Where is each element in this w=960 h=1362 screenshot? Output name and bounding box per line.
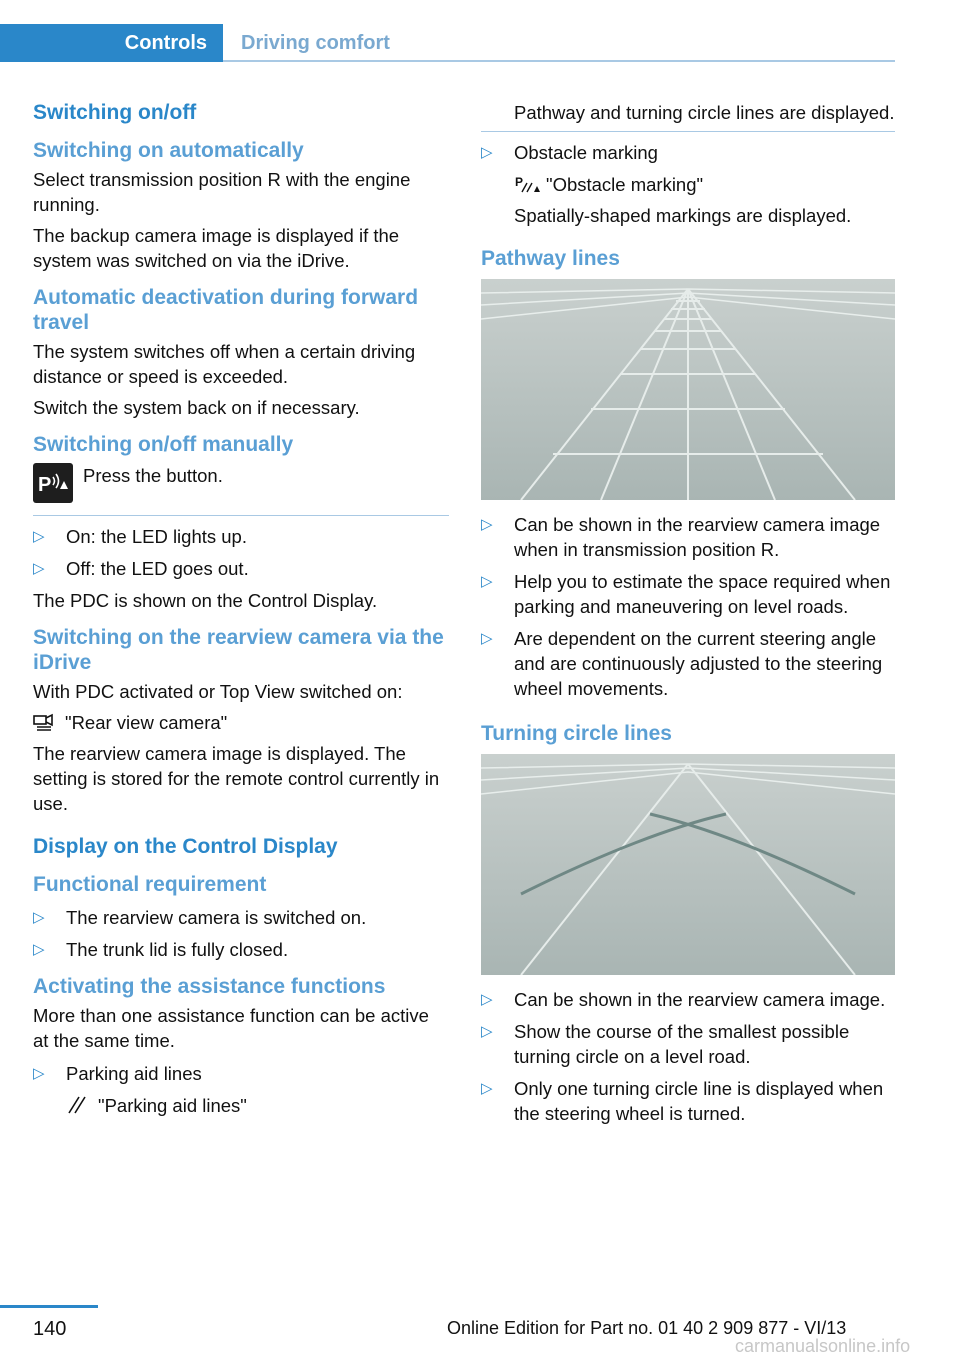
paragraph: The rearview camera image is displayed. The setting is stored for the remote control currently in use. <box>33 743 440 814</box>
svg-text:P: P <box>38 474 52 496</box>
paragraph: Select transmission position R with the engine running. <box>33 169 411 215</box>
list-item-text: Can be shown in the rearview camera image when in transmission position R. <box>514 514 881 560</box>
list-item-text: Obstacle marking <box>514 142 658 163</box>
heading-switching-on-automatically: Switching on automatically <box>33 139 304 162</box>
paragraph: Pathway and turning circle lines are displayed. <box>514 102 895 123</box>
menu-item-label: "Parking aid lines" <box>98 1095 247 1116</box>
list-item <box>481 569 895 619</box>
edition-note: Online Edition for Part no. 01 40 2 909 877 - VI/13 <box>447 1318 847 1338</box>
left-column <box>33 100 449 1125</box>
heading-pathway-lines: Pathway lines <box>481 247 620 270</box>
rear-camera-icon <box>33 712 59 732</box>
menu-item-label: "Rear view camera" <box>65 712 228 733</box>
triangle-bullet-icon: ▷ <box>481 144 493 161</box>
list-item-text: Parking aid lines <box>66 1063 202 1084</box>
triangle-bullet-icon: ▷ <box>481 573 493 590</box>
divider <box>481 131 895 132</box>
list-item-text: The rearview camera is switched on. <box>66 907 367 928</box>
parking-aid-lines-icon <box>66 1095 92 1115</box>
paragraph: The system switches off when a certain driving distance or speed is exceeded. <box>33 341 416 387</box>
list-item-text: Are dependent on the current steering angle and are continuously adjusted to the steering wheel movements. <box>514 628 883 699</box>
svg-text:P: P <box>515 175 524 189</box>
bullet-list <box>481 512 895 701</box>
list-item <box>33 937 449 962</box>
pdc-button-icon <box>33 463 73 503</box>
tab-controls[interactable]: Controls <box>0 24 223 62</box>
menu-path-obstacle <box>514 172 895 197</box>
press-button-text: Press the button. <box>83 465 223 486</box>
list-item-text: The trunk lid is fully closed. <box>66 939 289 960</box>
bullet-list <box>481 987 895 1126</box>
list-item-text: Help you to estimate the space required when parking and maneuvering on level roads. <box>514 571 891 617</box>
triangle-bullet-icon: ▷ <box>33 1065 45 1082</box>
list-item <box>481 987 895 1012</box>
watermark: carmanualsonline.info <box>735 1336 911 1356</box>
pathway-lines-image <box>481 279 895 500</box>
bullet-list <box>481 140 895 228</box>
paragraph: Spatially-shaped markings are displayed. <box>514 205 852 226</box>
list-item <box>33 556 449 581</box>
triangle-bullet-icon: ▷ <box>481 991 493 1008</box>
footer-accent-line <box>0 1305 98 1308</box>
tab-driving-comfort[interactable]: Driving comfort <box>241 32 390 54</box>
menu-item-label: "Obstacle marking" <box>546 174 704 195</box>
bullet-list <box>33 905 449 962</box>
triangle-bullet-icon: ▷ <box>481 516 493 533</box>
page-number: 140 <box>33 1318 67 1340</box>
paragraph: The PDC is shown on the Control Display. <box>33 590 378 611</box>
list-item <box>481 140 895 228</box>
menu-path-rear-view <box>33 710 449 735</box>
heading-rearview-camera-idrive: Switching on the rearview camera via the iDrive <box>33 626 444 674</box>
triangle-bullet-icon: ▷ <box>33 909 45 926</box>
paragraph: Switch the system back on if necessary. <box>33 397 360 418</box>
heading-turning-circle-lines: Turning circle lines <box>481 722 672 745</box>
list-item <box>481 626 895 701</box>
list-item <box>33 1061 449 1118</box>
heading-activating-assistance: Activating the assistance functions <box>33 975 386 998</box>
triangle-bullet-icon: ▷ <box>33 528 45 545</box>
right-column <box>481 100 895 1133</box>
list-item <box>481 512 895 562</box>
list-item-text: Show the course of the smallest possible turning circle on a level road. <box>514 1021 850 1067</box>
bullet-list <box>33 1061 449 1118</box>
divider <box>33 515 449 516</box>
heading-switching-manually: Switching on/off manually <box>33 433 294 456</box>
triangle-bullet-icon: ▷ <box>33 560 45 577</box>
heading-switching-on-off: Switching on/off <box>33 101 197 124</box>
page-header <box>0 24 895 62</box>
triangle-bullet-icon: ▷ <box>481 630 493 647</box>
triangle-bullet-icon: ▷ <box>481 1023 493 1040</box>
press-button-row <box>33 463 449 507</box>
turning-circle-lines-image <box>481 754 895 975</box>
triangle-bullet-icon: ▷ <box>33 941 45 958</box>
list-item <box>33 905 449 930</box>
paragraph: More than one assistance function can be active at the same time. <box>33 1005 429 1051</box>
heading-functional-requirement: Functional requirement <box>33 873 267 896</box>
menu-path-parking-aid <box>66 1093 449 1118</box>
bullet-list <box>33 524 449 581</box>
list-item <box>481 1019 895 1069</box>
list-item <box>33 524 449 549</box>
header-divider <box>223 60 895 62</box>
list-item-text: Off: the LED goes out. <box>66 558 249 579</box>
list-item-text: Only one turning circle line is displayed when the steering wheel is turned. <box>514 1078 884 1124</box>
paragraph: The backup camera image is displayed if the system was switched on via the iDrive. <box>33 225 400 271</box>
list-item <box>481 1076 895 1126</box>
list-item-text: Can be shown in the rearview camera image. <box>514 989 886 1010</box>
obstacle-marking-icon <box>514 174 540 194</box>
triangle-bullet-icon: ▷ <box>481 1080 493 1097</box>
heading-automatic-deactivation: Automatic deactivation during forward travel <box>33 286 419 334</box>
paragraph: With PDC activated or Top View switched on: <box>33 681 403 702</box>
heading-display-control-display: Display on the Control Display <box>33 835 338 858</box>
list-item-text: On: the LED lights up. <box>66 526 247 547</box>
